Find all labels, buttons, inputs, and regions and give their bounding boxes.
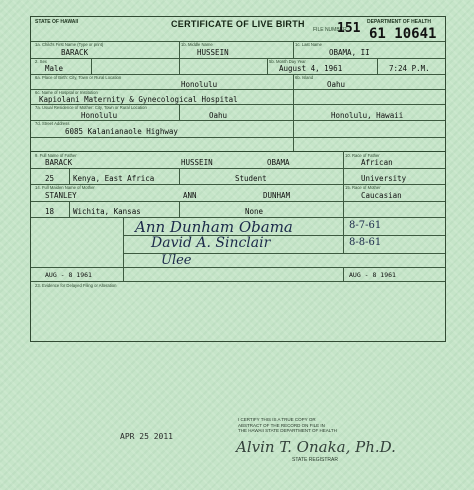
child-last-name: OBAMA, II — [329, 48, 370, 57]
mother-race: Caucasian — [361, 191, 402, 200]
mother-first-name: STANLEY — [45, 191, 77, 200]
accepted-date: AUG - 8 1961 — [45, 271, 92, 279]
father-age: 25 — [45, 174, 55, 183]
father-middle-name: HUSSEIN — [181, 158, 213, 167]
father-occupation: Student — [235, 174, 267, 183]
father-name-label: 9. Full Name of Father — [35, 153, 77, 158]
child-last-name-label: 1c. Last Name — [295, 42, 322, 47]
certificate-number: 61 10641 — [369, 26, 437, 42]
mother-race-label: 15. Race of Mother — [345, 185, 381, 190]
birth-place-label: 6a. Place of Birth: City, Town or Rural Location — [35, 75, 122, 80]
file-number-label: FILE NUMBER — [313, 27, 347, 33]
child-first-name-label: 1a. Child's First Name (Type or print) — [35, 42, 104, 47]
father-race-label: 10. Race of Father — [345, 153, 380, 158]
certificate-title: CERTIFICATE OF LIVE BIRTH — [171, 19, 305, 29]
mother-occupation: None — [245, 207, 264, 216]
file-number: 151 — [337, 21, 361, 36]
residence-city: Honolulu — [81, 111, 118, 120]
certification-line-1: I CERTIFY THIS IS A TRUE COPY OR — [238, 417, 316, 422]
hospital-label: 6c. Name of Hospital or Institution — [35, 90, 98, 95]
birth-time: 7:24 P.M. — [389, 64, 430, 73]
certification-line-3: THE HAWAII STATE DEPARTMENT OF HEALTH — [238, 428, 337, 433]
child-middle-name: HUSSEIN — [197, 48, 229, 57]
father-business: University — [361, 174, 407, 183]
hospital-name: Kapiolani Maternity & Gynecological Hospital — [39, 95, 238, 104]
sex-label: 2. Sex — [35, 59, 47, 64]
sex-value: Male — [45, 64, 64, 73]
mother-age: 18 — [45, 207, 55, 216]
residence-state: Honolulu, Hawaii — [331, 111, 404, 120]
attendant-date: 8-8-61 — [349, 237, 382, 248]
mother-last-name: DUNHAM — [263, 191, 291, 200]
mother-birthplace: Wichita, Kansas — [73, 207, 141, 216]
island-value: Oahu — [327, 80, 346, 89]
birth-city: Honolulu — [181, 80, 218, 89]
child-middle-name-label: 1b. Middle Name — [181, 42, 213, 47]
registrar-general-date: AUG - 8 1961 — [349, 271, 396, 279]
birth-date-label: 5b. Month Day Year — [269, 59, 306, 64]
issue-date-stamp: APR 25 2011 — [120, 432, 173, 441]
father-first-name: BARACK — [45, 158, 73, 167]
department-label: DEPARTMENT OF HEALTH — [367, 19, 431, 25]
attendant-signature: David A. Sinclair — [151, 235, 271, 251]
birth-date: August 4, 1961 — [279, 64, 343, 73]
certification-text — [238, 417, 337, 434]
residence-island: Oahu — [209, 111, 228, 120]
informant-signature: Ann Dunham Obama — [135, 218, 293, 236]
father-last-name: OBAMA — [267, 158, 290, 167]
father-birthplace: Kenya, East Africa — [73, 174, 155, 183]
certification-line-2: ABSTRACT OF THE RECORD ON FILE IN — [238, 422, 325, 428]
state-registrar-title: STATE REGISTRAR — [292, 457, 338, 463]
state-registrar-signature: Alvin T. Onaka, Ph.D. — [236, 438, 396, 456]
birth-certificate-form — [30, 16, 446, 342]
evidence-label: 23. Evidence for Delayed Filing or Alteration — [35, 283, 117, 288]
child-first-name: BARACK — [61, 48, 89, 57]
registrar-signature: Ulee — [161, 253, 192, 268]
street-address: 6085 Kalanianaole Highway — [65, 127, 178, 136]
island-label: 6b. Island — [295, 75, 314, 80]
street-label: 7d. Street Address — [35, 121, 70, 126]
mother-name-label: 14. Full Maiden Name of Mother — [35, 185, 95, 190]
informant-date: 8-7-61 — [349, 220, 382, 231]
residence-city-label: 7a. Usual Residence of Mother: City, Town or Rural Location — [35, 105, 147, 110]
father-race: African — [361, 158, 393, 167]
mother-middle-name: ANN — [183, 191, 197, 200]
state-label: STATE OF HAWAII — [35, 19, 79, 25]
